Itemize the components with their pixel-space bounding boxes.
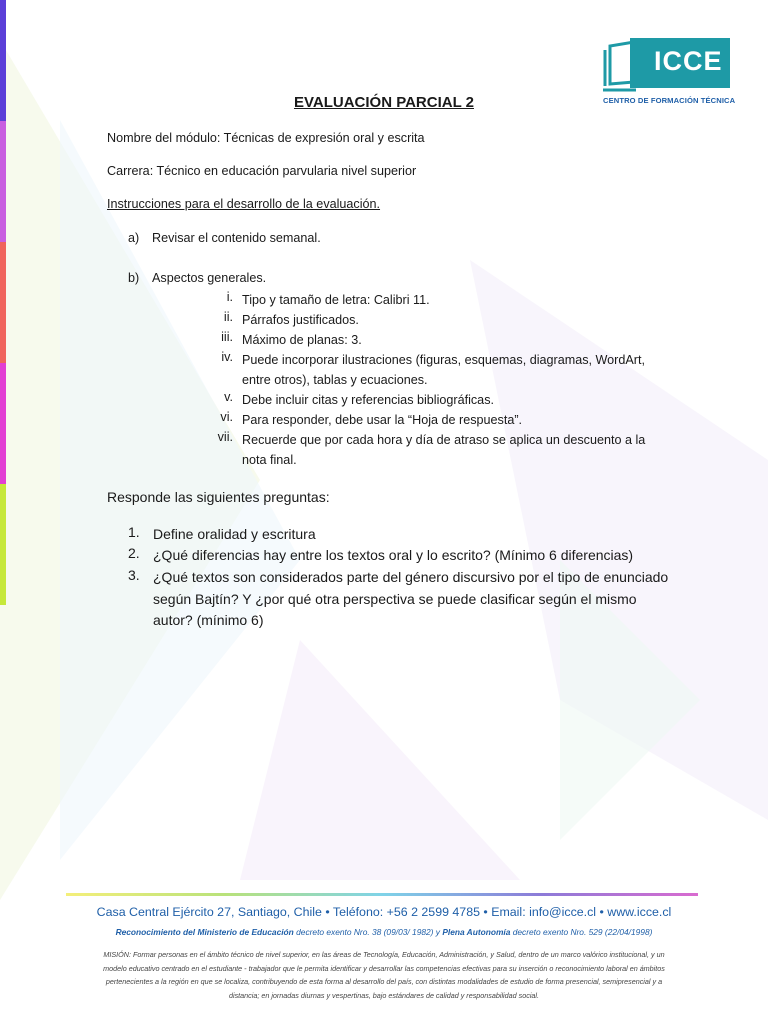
aspect-text: Debe incluir citas y referencias bibliográficas. <box>242 393 494 407</box>
questions-heading: Responde las siguientes preguntas: <box>107 489 330 505</box>
module-line: Nombre del módulo: Técnicas de expresión oral y escrita <box>107 131 425 145</box>
aspect-marker: vii. <box>217 430 233 444</box>
question-text: Define oralidad y escritura <box>153 526 316 542</box>
question-marker: 2. <box>128 545 140 561</box>
question-marker: 3. <box>128 567 140 583</box>
aspect-text: Máximo de planas: 3. <box>242 333 362 347</box>
aspect-text: Tipo y tamaño de letra: Calibri 11. <box>242 293 430 307</box>
question-marker: 1. <box>128 524 140 540</box>
question-text: ¿Qué textos son considerados parte del género discursivo por el tipo de enunciado según Bajtín? Y ¿por qué otra perspectiva se puede clasificar según el mismo autor? (mínimo 6) <box>153 569 669 628</box>
aspect-marker: v. <box>224 390 233 404</box>
aspect-marker: ii. <box>223 310 233 324</box>
aspect-marker: i. <box>226 290 233 304</box>
aspect-text: Puede incorporar ilustraciones (figuras, esquemas, diagramas, WordArt, entre otros), tablas y ecuaciones. <box>242 353 645 387</box>
career-line: Carrera: Técnico en educación parvularia nivel superior <box>107 164 417 178</box>
logo-name: ICCE <box>654 46 723 76</box>
logo-tagline: CENTRO DE FORMACIÓN TÉCNICA <box>603 96 736 105</box>
instructions-heading: Instrucciones para el desarrollo de la evaluación. <box>107 197 381 211</box>
aspect-marker: iv. <box>221 350 233 364</box>
item-marker: b) <box>128 271 140 285</box>
aspect-text: Recuerde que por cada hora y día de atraso se aplica un descuento a la nota final. <box>242 433 646 467</box>
question-text: ¿Qué diferencias hay entre los textos oral y lo escrito? (Mínimo 6 diferencias) <box>153 547 634 563</box>
item-text: Revisar el contenido semanal. <box>152 231 321 245</box>
aspect-text: Párrafos justificados. <box>242 313 359 327</box>
aspect-marker: iii. <box>221 330 233 344</box>
footer-mission: MISIÓN: Formar personas en el ámbito técnico de nivel superior, en las áreas de Tecnología, Educación, Administración, y Salud, dentro de un marco valórico institucional, y un modelo educativo centrado en el estudiante - trabajador que le permita identificar y desarrollar las competencias efectivas para su inserción o reconocimiento laboral en ámbitos pertenecientes a la región en que se localiza, contribuyendo de esta forma al desarrollo del país, con distintas modalidades de estudio de forma presencial, semipresencial y a distancia; en jornadas diurnas y vespertinas, bajo estándares de calidad y responsabilidad social. <box>103 950 665 1000</box>
color-stripe <box>0 0 6 604</box>
footer-divider <box>66 893 698 896</box>
item-marker: a) <box>128 231 140 245</box>
footer-contact: Casa Central Ejército 27, Santiago, Chile • Teléfono: +56 2 2599 4785 • Email: info@icce.cl • www.icce.cl <box>96 905 672 919</box>
aspect-text: Para responder, debe usar la “Hoja de respuesta”. <box>242 413 523 427</box>
page-title: EVALUACIÓN PARCIAL 2 <box>293 94 474 111</box>
footer-recognition: Reconocimiento del Ministerio de Educación decreto exento Nro. 38 (09/03/ 1982) y Plena Autonomía decreto exento Nro. 529 (22/04/1998) <box>115 927 653 937</box>
item-text: Aspectos generales. <box>152 271 267 285</box>
aspect-marker: vi. <box>220 410 233 424</box>
